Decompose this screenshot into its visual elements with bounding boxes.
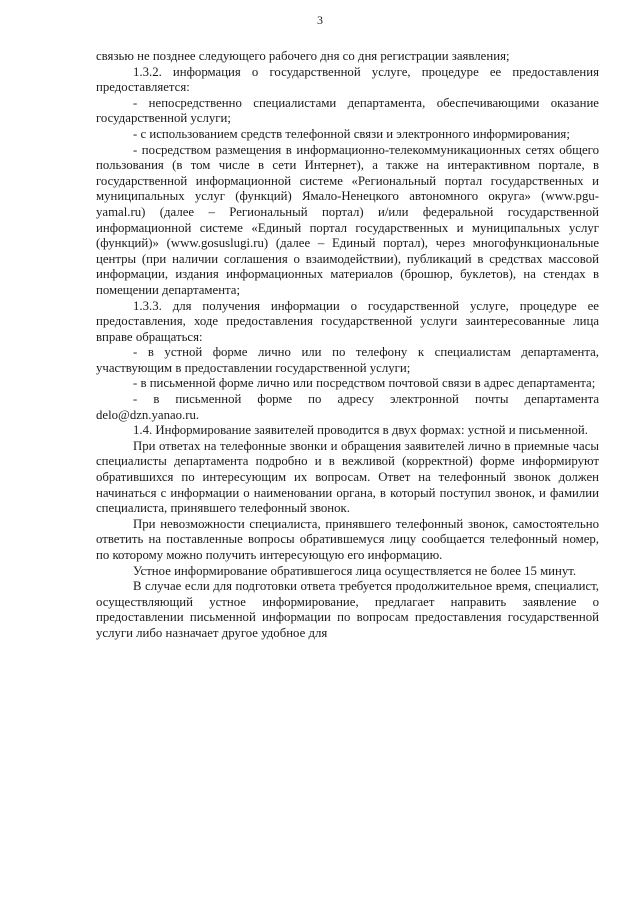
paragraph-long-preparation: В случае если для подготовки ответа требуется продолжительное время, специалист, осуществляющий устное информирование, предлагает направить заявление о предоставлении письменной информации по вопросам предоставления государственной услуги либо назначает другое удобное для	[96, 579, 599, 640]
paragraph-1-3-3: 1.3.3. для получения информации о государственной услуге, процедуре ее предоставления, ходе предоставления государственной услуги заинтересованные лица вправе обращаться:	[96, 298, 599, 344]
list-item-telephone: - с использованием средств телефонной связи и электронного информирования;	[133, 126, 570, 141]
paragraph-oral-duration: Устное информирование обратившегося лица осуществляется не более 15 минут.	[133, 563, 577, 578]
paragraph-phone-answers: При ответах на телефонные звонки и обращения заявителей лично в приемные часы специалисты департамента подробно и в вежливой (корректной) форме информируют обратившихся по интересующим их вопросам. Ответ на телефонный звонок должен начинаться с информации о наименовании органа, в который поступил звонок, и фамилии специалиста, принявшего телефонный звонок.	[96, 438, 599, 516]
document-body	[96, 49, 599, 642]
paragraph-unable-to-answer: При невозможности специалиста, принявшего телефонный звонок, самостоятельно ответить на поставленные вопросы обратившемуся лицу сообщается телефонный номер, по которому можно получить интересующую его информацию.	[96, 516, 599, 562]
list-item-email-form: - в письменной форме по адресу электронной почты департамента delo@dzn.yanao.ru.	[96, 392, 599, 422]
list-item-oral-form: - в устной форме лично или по телефону к специалистам департамента, участвующим в предоставлении государственной услуги;	[96, 345, 599, 375]
paragraph-continuation: связью не позднее следующего рабочего дня со дня регистрации заявления;	[96, 49, 510, 63]
list-item-portals: - посредством размещения в информационно-телекоммуникационных сетях общего пользования (в том числе в сети Интернет), а также на интерактивном портале, в государственной информационной системе «Региональный портал государственных и муниципальных услуг (функций) Ямало-Ненецкого автономного округа» (www.pgu-yamal.ru) (далее – Региональный портал) и/или федеральной государственной информационной системе «Единый портал государственных и муниципальных услуг (функций)» (www.gosuslugi.ru) (далее – Единый портал), через многофункциональные центры (при наличии соглашения о взаимодействии), публикаций в средствах массовой информации, издания информационных материалов (брошюр, буклетов), на стендах в помещении департамента;	[96, 142, 599, 297]
paragraph-1-4: 1.4. Информирование заявителей проводится в двух формах: устной и письменной.	[133, 423, 588, 438]
list-item-written-form: - в письменной форме лично или посредством почтовой связи в адрес департамента;	[133, 376, 596, 391]
page-number: 3	[317, 13, 323, 27]
list-item-specialists: - непосредственно специалистами департамента, обеспечивающими оказание государственной услуги;	[96, 95, 599, 126]
paragraph-1-3-2: 1.3.2. информация о государственной услуге, процедуре ее предоставления предоставляется:	[96, 64, 599, 95]
